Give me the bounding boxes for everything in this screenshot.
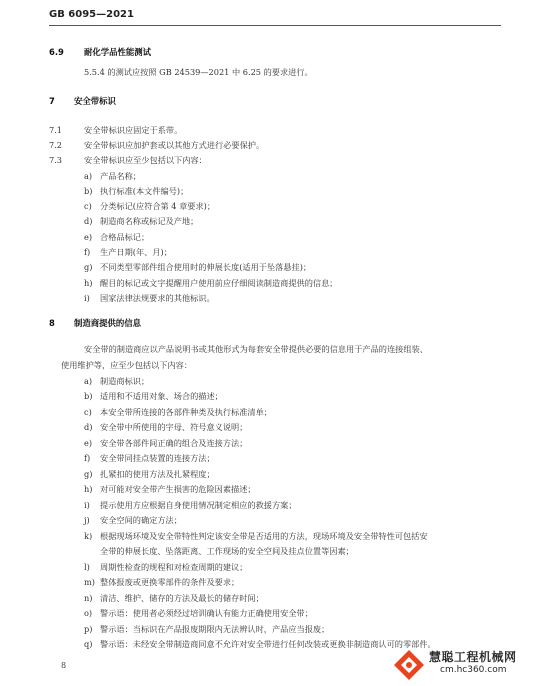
section-6-9-number: 6.9: [49, 47, 64, 57]
list-item: 清洁、维护、储存的方法及最长的储存时间；: [100, 593, 264, 603]
clause-7-3-number: 7.3: [49, 155, 63, 165]
list-item-label: j): [84, 515, 90, 525]
standard-id-header: GB 6095—2021: [49, 9, 134, 20]
section-6-9-title: 耐化学品性能测试: [84, 47, 151, 57]
clause-7-2-text: 安全带标识应加护套或以其他方式进行必要保护。: [84, 140, 265, 150]
list-item-label: c): [84, 201, 92, 211]
list-item-label: g): [84, 469, 93, 479]
list-item-label: q): [84, 639, 93, 649]
list-item-label: a): [84, 376, 93, 386]
clause-7-3-text: 安全带标识应至少包括以下内容：: [84, 155, 207, 165]
list-item-label: k): [84, 531, 93, 541]
watermark-emblem-icon: [392, 648, 426, 682]
list-item: 扎紧扣的使用方法及扎紧程度；: [100, 469, 215, 479]
list-item-label: m): [84, 577, 95, 587]
list-item: 制造商名称或标记及产地；: [100, 216, 199, 226]
list-item-label: b): [84, 186, 93, 196]
watermark-site-name: 慧聪工程机械网: [429, 650, 517, 664]
list-item-label: h): [84, 278, 93, 288]
list-item-label: f): [84, 247, 91, 257]
list-item: 生产日期(年、月)；: [100, 247, 172, 257]
section-7-title: 安全带标识: [74, 96, 116, 106]
list-item: 合格品标记；: [100, 232, 150, 242]
list-item-label: d): [84, 216, 93, 226]
list-item-label: n): [84, 593, 93, 603]
header-rule: [49, 25, 501, 26]
list-item: 安全带同挂点装置的连接方法；: [100, 453, 215, 463]
clause-7-2-number: 7.2: [49, 140, 63, 150]
list-item-label: c): [84, 407, 92, 417]
list-item: 警示语：使用者必须经过培训确认有能力正确使用安全带；: [100, 608, 313, 618]
list-item-label: o): [84, 608, 93, 618]
list-item-label: f): [84, 453, 91, 463]
list-item: 安全带中所使用的字母、符号意义说明；: [100, 422, 248, 432]
list-item: 执行标准(本文件编号)；: [100, 186, 189, 196]
list-item: 本安全带所连接的各部件种类及执行标准清单；: [100, 407, 272, 417]
section-7-number: 7: [49, 96, 55, 106]
list-item-label: l): [84, 562, 90, 572]
list-item: 警示语：当标识在产品报废期限内无法辨认时，产品应当报废；: [100, 624, 330, 634]
section-8-intro-continued: 使用维护等，应至少包括以下内容：: [61, 360, 193, 370]
list-item-label: d): [84, 422, 93, 432]
list-item: 根据现场环境及安全带特性判定该安全带是否适用的方法，现场环境及安全带特性可包括安: [100, 531, 428, 541]
list-item: 安全空间的确定方法；: [100, 515, 182, 525]
list-item: 产品名称；: [100, 171, 141, 181]
section-8-number: 8: [49, 318, 55, 328]
list-item-label: i): [84, 500, 90, 510]
section-6-9-text: 5.5.4 的测试应按照 GB 24539—2021 中 6.25 的要求进行。: [84, 67, 313, 77]
list-item-label: b): [84, 391, 93, 401]
list-item: 分类标记(应符合第 4 章要求)；: [100, 201, 216, 211]
list-item: 适用和不适用对象、场合的描述；: [100, 391, 223, 401]
list-item-label: p): [84, 624, 93, 634]
clause-7-1-number: 7.1: [49, 125, 63, 135]
list-item: 警示语：未经安全带制造商同意不允许对安全带进行任何改装或更换非制造商认可的零部件。: [100, 639, 436, 649]
list-item: 周期性检查的规程和对检查周期的建议；: [100, 562, 248, 572]
list-item-label: i): [84, 293, 90, 303]
watermark-logo: [392, 648, 550, 684]
list-item: 国家法律法规要求的其他标识。: [100, 293, 215, 303]
list-item-label: e): [84, 232, 93, 242]
list-item-label: g): [84, 262, 93, 272]
list-item-continued: 全带的伸展长度、坠落距离、工作现场的安全空间及挂点位置等因素；: [100, 546, 354, 556]
list-item-label: a): [84, 171, 93, 181]
list-item: 安全带各部件间正确的组合及连接方法；: [100, 438, 248, 448]
list-item: 制造商标识；: [100, 376, 150, 386]
page-number: 8: [61, 661, 67, 670]
list-item: 整体报废或更换零部件的条件及要求；: [100, 577, 240, 587]
list-item: 对可能对安全带产生损害的危险因素描述；: [100, 484, 256, 494]
section-8-intro: 安全带的制造商应以产品说明书或其他形式为每套安全带提供必要的信息用于产品的连接组装、: [84, 344, 428, 354]
list-item-label: e): [84, 438, 93, 448]
list-item: 提示使用方应根据自身使用情况制定相应的救援方案；: [100, 500, 297, 510]
clause-7-1-text: 安全带标识应固定于系带。: [84, 125, 183, 135]
list-item-label: h): [84, 484, 93, 494]
list-item: 不同类型零部件组合使用时的伸展长度(适用于坠落悬挂)；: [100, 262, 312, 272]
watermark-url: cm.hc360.com: [440, 665, 507, 675]
section-8-title: 制造商提供的信息: [74, 318, 141, 328]
list-item: 醒目的标记或文字提醒用户使用前应仔细阅读制造商提供的信息；: [100, 278, 338, 288]
